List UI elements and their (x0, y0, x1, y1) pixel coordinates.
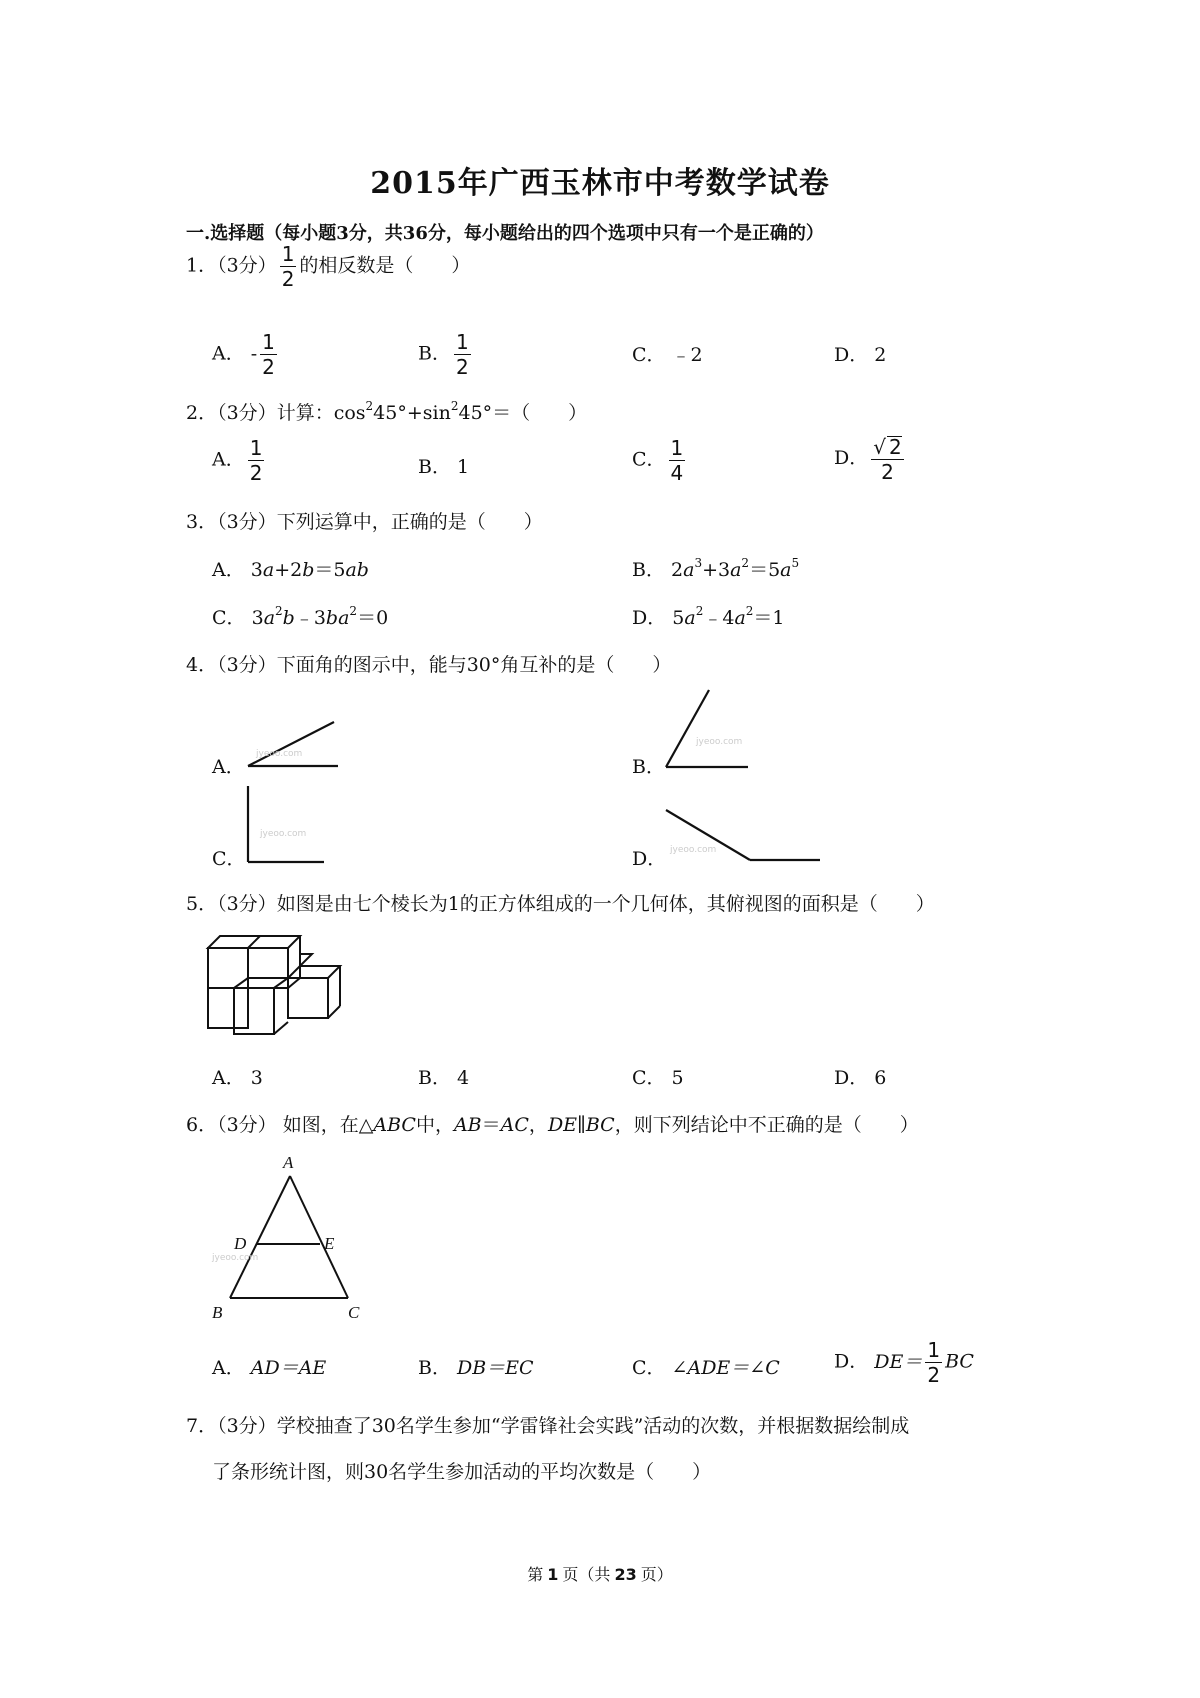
question-3: 3．（3分）下列运算中，正确的是（ ） (186, 511, 543, 533)
question-7: 7．（3分）学校抽查了30名学生参加“学雷锋社会实践”活动的次数，并根据数据绘制成 (186, 1415, 910, 1437)
watermark: jyeoo.com (256, 749, 303, 759)
q1-option-a: A． - $\frac{1}{2}$ (212, 330, 275, 379)
angle-figure-d (664, 808, 824, 864)
angle-figure-c (246, 784, 326, 864)
question-6: 6．（3分） 如图，在△ABC中，AB＝AC，DE∥BC，则下列结论中不正确的是（ ） (186, 1114, 919, 1136)
question-5: 5．（3分）如图是由七个棱长为1的正方体组成的一个几何体，其俯视图的面积是（ ） (186, 893, 935, 915)
q6-option-b: B． DB＝EC (418, 1357, 534, 1379)
q4-option-b-label: B． (632, 756, 665, 778)
cube-solid-figure (208, 934, 358, 1038)
q3-option-d: D． $5a^2﹣4a^2=1$ (632, 604, 785, 629)
question-text: 的相反数是（ ） (299, 254, 471, 277)
angle-figure-a (246, 720, 346, 770)
q3-option-c: C． $3a^2b﹣3ba^2=0$ (212, 604, 389, 629)
watermark: jyeoo.com (696, 737, 743, 747)
q4-option-d-label: D． (632, 848, 667, 870)
question-1 (186, 244, 470, 289)
q4-option-a-label: A． (212, 756, 245, 778)
fraction: $\frac{1}{2}$ (281, 242, 295, 291)
q2-option-b: B． 1 (418, 456, 470, 478)
fraction: $\frac{1}{2}$ (927, 1338, 941, 1387)
label-b: B (212, 1303, 223, 1322)
fraction: $\frac{√ 2}{2}$ (873, 435, 902, 484)
watermark: jyeoo.com (260, 829, 307, 839)
question-2: 2．（3分）计算：$\cos^245^\circ+\sin^245^\circ=$（ ） (186, 399, 588, 424)
label-e: E (324, 1234, 335, 1253)
q2-option-d: D． $\frac{√ 2}{2}$ (834, 435, 902, 484)
q3-option-a: A． 3a+2b＝5ab (212, 559, 369, 581)
q5-option-b: B． 4 (418, 1067, 470, 1089)
q5-option-d: D． 6 (834, 1067, 887, 1089)
q2-option-c: C． $\frac{1}{4}$ (632, 436, 684, 485)
q6-option-d: D． DE＝ $\frac{1}{2}$ BC (834, 1338, 974, 1387)
page-title: 2015年广西玉林市中考数学试卷 (370, 166, 830, 201)
label-c: C (348, 1303, 360, 1322)
label-d: D (234, 1234, 247, 1253)
q1-option-c: C． ﹣2 (632, 344, 703, 366)
triangle-figure (206, 1153, 376, 1326)
q1-option-b: B． $\frac{1}{2}$ (418, 330, 469, 379)
q2-option-a: A． $\frac{1}{2}$ (212, 436, 263, 485)
question-score: （3分） (217, 254, 277, 277)
angle-figure-b (664, 688, 754, 770)
q5-option-a: A． 3 (212, 1067, 263, 1089)
watermark: jyeoo.com (670, 845, 717, 855)
fraction: $\frac{1}{2}$ (262, 330, 275, 379)
q6-option-c: C． ∠ADE＝∠C (632, 1357, 780, 1379)
label-a: A (283, 1153, 294, 1172)
q1-option-d: D． 2 (834, 344, 887, 366)
page-footer: 第 1 页（共 23 页） (527, 1565, 673, 1584)
watermark: jyeoo.com (212, 1253, 259, 1263)
q3-option-b: B． $2a^3+3a^2=5a^5$ (632, 556, 800, 581)
question-4: 4．（3分）下面角的图示中，能与30°角互补的是（ ） (186, 654, 672, 676)
q6-option-a: A． AD＝AE (212, 1357, 327, 1379)
fraction: $\frac{1}{2}$ (455, 330, 469, 379)
fraction: $\frac{1}{4}$ (670, 436, 684, 485)
fraction: $\frac{1}{2}$ (249, 436, 263, 485)
section-heading: 一.选择题（每小题3分，共36分，每小题给出的四个选项中只有一个是正确的） (186, 223, 824, 244)
q4-option-c-label: C． (212, 848, 246, 870)
question-7-line-2: 了条形统计图，则30名学生参加活动的平均次数是（ ） (212, 1461, 712, 1483)
question-number: 1． (186, 254, 218, 277)
q5-option-c: C． 5 (632, 1067, 684, 1089)
